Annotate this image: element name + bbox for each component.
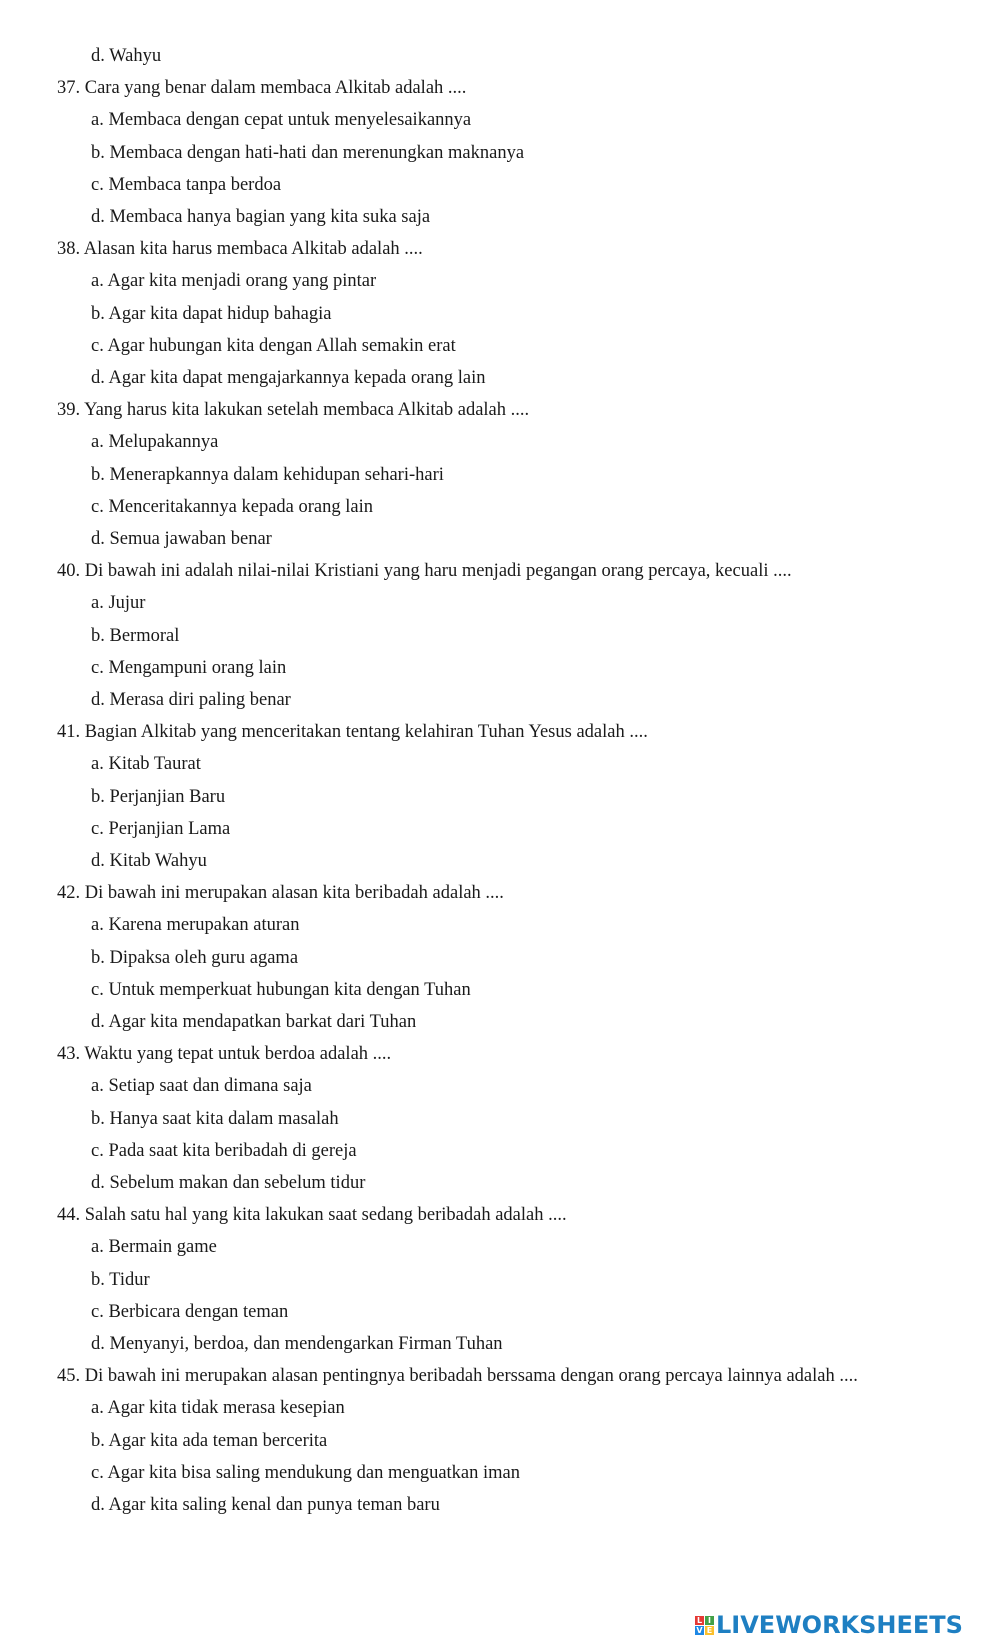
answer-option: a. Agar kita menjadi orang yang pintar	[91, 271, 377, 292]
logo-letter: L	[696, 1615, 703, 1625]
answer-option: d. Semua jawaban benar	[91, 529, 272, 549]
liveworksheets-logo[interactable]	[695, 1609, 963, 1641]
answer-option: c. Agar kita bisa saling mendukung dan menguatkan iman	[91, 1462, 520, 1483]
question-text: 40. Di bawah ini adalah nilai-nilai Kristiani yang haru menjadi pegangan orang percaya, kecuali ....	[57, 561, 792, 582]
answer-option: a. Kitab Taurat	[91, 754, 201, 775]
answer-option: a. Membaca dengan cepat untuk menyelesaikannya	[91, 110, 472, 131]
answer-option: a. Karena merupakan aturan	[91, 915, 300, 936]
answer-option: b. Bermoral	[91, 625, 180, 646]
answer-option: d. Membaca hanya bagian yang kita suka saja	[91, 207, 431, 227]
question-text: 42. Di bawah ini merupakan alasan kita beribadah adalah ....	[57, 883, 504, 904]
brand-text: LIVEWORKSHEETS	[716, 1611, 963, 1639]
logo-letter: E	[706, 1625, 713, 1635]
answer-option: d. Agar kita dapat mengajarkannya kepada orang lain	[91, 368, 486, 388]
answer-option: c. Menceritakannya kepada orang lain	[91, 496, 373, 517]
answer-option: d. Sebelum makan dan sebelum tidur	[91, 1173, 366, 1193]
answer-option: b. Dipaksa oleh guru agama	[91, 947, 299, 968]
answer-option: b. Hanya saat kita dalam masalah	[91, 1108, 339, 1129]
logo-letter: I	[705, 1616, 714, 1625]
question-text: 41. Bagian Alkitab yang menceritakan tentang kelahiran Tuhan Yesus adalah ....	[57, 722, 648, 743]
answer-option: b. Agar kita ada teman bercerita	[91, 1430, 328, 1451]
answer-option: d. Menyanyi, berdoa, dan mendengarkan Firman Tuhan	[91, 1334, 503, 1354]
answer-option: b. Agar kita dapat hidup bahagia	[91, 303, 332, 324]
answer-option: a. Setiap saat dan dimana saja	[91, 1076, 312, 1097]
question-text: 44. Salah satu hal yang kita lakukan saat sedang beribadah adalah ....	[57, 1205, 567, 1226]
question-text: 45. Di bawah ini merupakan alasan pentingnya beribadah berssama dengan orang percaya lainnya adalah ....	[57, 1366, 858, 1387]
question-text: 43. Waktu yang tepat untuk berdoa adalah ....	[57, 1044, 392, 1065]
answer-option: d. Wahyu	[91, 46, 162, 66]
question-text: 37. Cara yang benar dalam membaca Alkitab adalah ....	[57, 78, 467, 99]
answer-option: a. Jujur	[91, 593, 146, 614]
answer-option: b. Membaca dengan hati-hati dan merenungkan maknanya	[91, 142, 525, 163]
answer-option: d. Agar kita mendapatkan barkat dari Tuhan	[91, 1012, 417, 1032]
answer-option: c. Mengampuni orang lain	[91, 657, 287, 678]
answer-option: b. Perjanjian Baru	[91, 786, 226, 807]
logo-grid-icon	[695, 1616, 714, 1635]
answer-option: a. Agar kita tidak merasa kesepian	[91, 1398, 345, 1419]
answer-option: c. Perjanjian Lama	[91, 818, 231, 839]
answer-option: b. Tidur	[91, 1269, 150, 1290]
answer-option: c. Agar hubungan kita dengan Allah semakin erat	[91, 335, 456, 356]
answer-option: b. Menerapkannya dalam kehidupan sehari-hari	[91, 464, 444, 485]
answer-option: d. Merasa diri paling benar	[91, 690, 291, 710]
answer-option: c. Berbicara dengan teman	[91, 1301, 289, 1322]
answer-option: d. Kitab Wahyu	[91, 851, 207, 871]
answer-option: d. Agar kita saling kenal dan punya teman baru	[91, 1495, 440, 1515]
logo-letter: V	[696, 1625, 703, 1635]
answer-option: a. Bermain game	[91, 1237, 217, 1258]
question-text: 39. Yang harus kita lakukan setelah membaca Alkitab adalah ....	[57, 400, 530, 421]
answer-option: c. Untuk memperkuat hubungan kita dengan Tuhan	[91, 979, 471, 1000]
answer-option: c. Membaca tanpa berdoa	[91, 174, 282, 195]
answer-option: a. Melupakannya	[91, 432, 219, 453]
question-text: 38. Alasan kita harus membaca Alkitab adalah ....	[57, 239, 423, 260]
answer-option: c. Pada saat kita beribadah di gereja	[91, 1140, 357, 1161]
